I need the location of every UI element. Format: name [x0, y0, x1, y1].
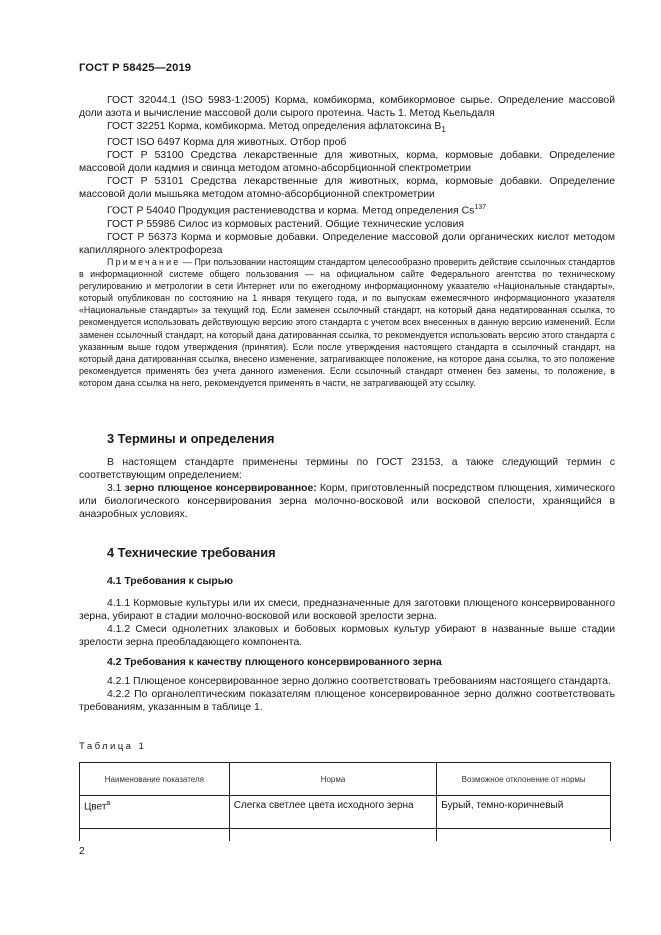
note-paragraph [79, 256, 615, 389]
reference-text: ГОСТ 32044.1 (ISO 5983-1:2005) Корма, комбикорма, комбикормовое сырье. Определение массовой доли азота и вычисление массовой доли сырого протеина. Часть 1. Метод Кьельдаля [79, 95, 615, 119]
reference-text: ГОСТ Р 54040 Продукция растениеводства и корма. Метод определения Cs [107, 205, 475, 217]
cell-text: Цвет [84, 801, 107, 813]
reference-item [79, 94, 615, 120]
normative-references [79, 94, 615, 257]
table-cell [229, 829, 437, 842]
term-text: Корм, приготовленный посредством плющения, химического или биологического консервирования зерна молочно-восковой или восковой спелости, хранящийся в анаэробных условиях. [79, 483, 615, 520]
reference-item [79, 231, 615, 257]
reference-text: ГОСТ Р 55986 Силос из кормовых растений. Общие технические условия [107, 218, 464, 230]
table-header-cell: Норма [229, 763, 437, 796]
subsection-4-2-body [79, 675, 615, 714]
table-caption: Таблица 1 [79, 741, 147, 752]
table-1 [79, 762, 611, 841]
footnote-mark: а [106, 800, 111, 807]
reference-item [79, 175, 615, 201]
reference-item [79, 201, 615, 217]
subscript: 1 [441, 125, 446, 135]
table-header-row [80, 763, 611, 796]
table-header-cell: Возможное отклонение от нормы [437, 763, 611, 796]
reference-item [79, 149, 615, 175]
paragraph-4-2-2: 4.2.2 По органолептическим показателям плющеное консервированное зерно должно соответствовать требованиям, указанным в таблице 1. [79, 689, 615, 713]
term-number: 3.1 [107, 483, 125, 494]
section-3-body [79, 456, 615, 521]
section-4-title: 4 Технические требования [107, 545, 276, 560]
paragraph-4-1-2: 4.1.2 Смеси однолетних злаковых и бобовых кормовых культур убирают в названные выше стадии зрелости зерна преобладающего компонента. [79, 624, 615, 648]
superscript: 137 [474, 204, 486, 212]
table-cell [80, 796, 230, 829]
term-name: зерно плющеное консервированное: [124, 483, 317, 494]
subsection-4-2-title: 4.2 Требования к качеству плющеного консервированного зерна [107, 657, 442, 668]
subsection-4-1-body [79, 597, 615, 649]
section-3-intro: В настоящем стандарте применены термины по ГОСТ 23153, а также следующий термин с соответствующим определением: [79, 457, 615, 481]
reference-text: ГОСТ 32251 Корма, комбикорма. Метод определения афлатоксина В [107, 121, 442, 132]
table-cell: Слегка светлее цвета исходного зерна [229, 796, 437, 829]
reference-item [79, 218, 615, 231]
paragraph-4-1-1: 4.1.1 Кормовые культуры или их смеси, предназначенные для заготовки плющеного консервированного зерна, убирают в стадии молочно-восковой или восковой зрелости зерна. [79, 598, 615, 622]
table-cell: Бурый, темно-коричневый [437, 796, 611, 829]
section-3-title: 3 Термины и определения [107, 431, 275, 446]
term-definition [79, 482, 615, 521]
table-cell [437, 829, 611, 842]
subsection-4-1-title: 4.1 Требования к сырью [107, 576, 234, 587]
table-row [80, 796, 611, 829]
reference-text: ГОСТ Р 56373 Корма и кормовые добавки. Определение массовой доли органических кислот методом капиллярного электрофореза [79, 231, 615, 256]
note-label: Примечание [107, 257, 181, 267]
table-row-continued [80, 829, 611, 842]
reference-item [79, 136, 615, 149]
reference-text: ГОСТ Р 53101 Средства лекарственные для животных, корма, кормовые добавки. Определение массовой доли мышьяка методом атомно-абсорбционной спектрометрии [79, 176, 615, 201]
note-text: — При пользовании настоящим стандартом целесообразно проверить действие ссылочных стандартов в информационной системе общего пользования — на официальном сайте Федерального агентства по техническому регулированию и метрологии в сети Интернет или по ежегодному информационному указателю «Национальные стандарты», который опубликован по состоянию на 1 января текущего года, и по выпускам ежемесячного информационного указателя «Национальные стандарты» за текущий год. Если заменен ссылочный стандарт, на который дана недатированная ссылка, то рекомендуется использовать действующую версию этого стандарта с учетом всех внесенных в данную версию изменений. Если заменен ссылочный стандарт, на который дана датированная ссылка, то рекомендуется использовать версию этого стандарта с указанным выше годом утверждения (принятия). Если после утверждения настоящего стандарта в ссылочный стандарт, на который дана датированная ссылка, внесено изменение, затрагивающее положение, на которое дана ссылка, то это положение рекомендуется применять без учета данного изменения. Если ссылочный стандарт отменен без замены, то положение, в котором дана ссылка на него, рекомендуется применять в части, не затрагивающей эту ссылку. [79, 257, 615, 388]
paragraph-4-2-1: 4.2.1 Плющеное консервированное зерно должно соответствовать требованиям настоящего стандарта. [107, 676, 611, 687]
document-header: ГОСТ Р 58425—2019 [79, 62, 192, 74]
reference-item [79, 120, 615, 136]
table-header-cell: Наименование показателя [80, 763, 230, 796]
page-number: 2 [79, 846, 85, 857]
reference-text: ГОСТ ISO 6497 Корма для животных. Отбор проб [107, 137, 347, 149]
reference-text: ГОСТ Р 53100 Средства лекарственные для животных, корма, кормовые добавки. Определение массовой доли кадмия и свинца методом атомно-абсорбционной спектрометрии [79, 150, 615, 175]
table-cell [80, 829, 230, 842]
